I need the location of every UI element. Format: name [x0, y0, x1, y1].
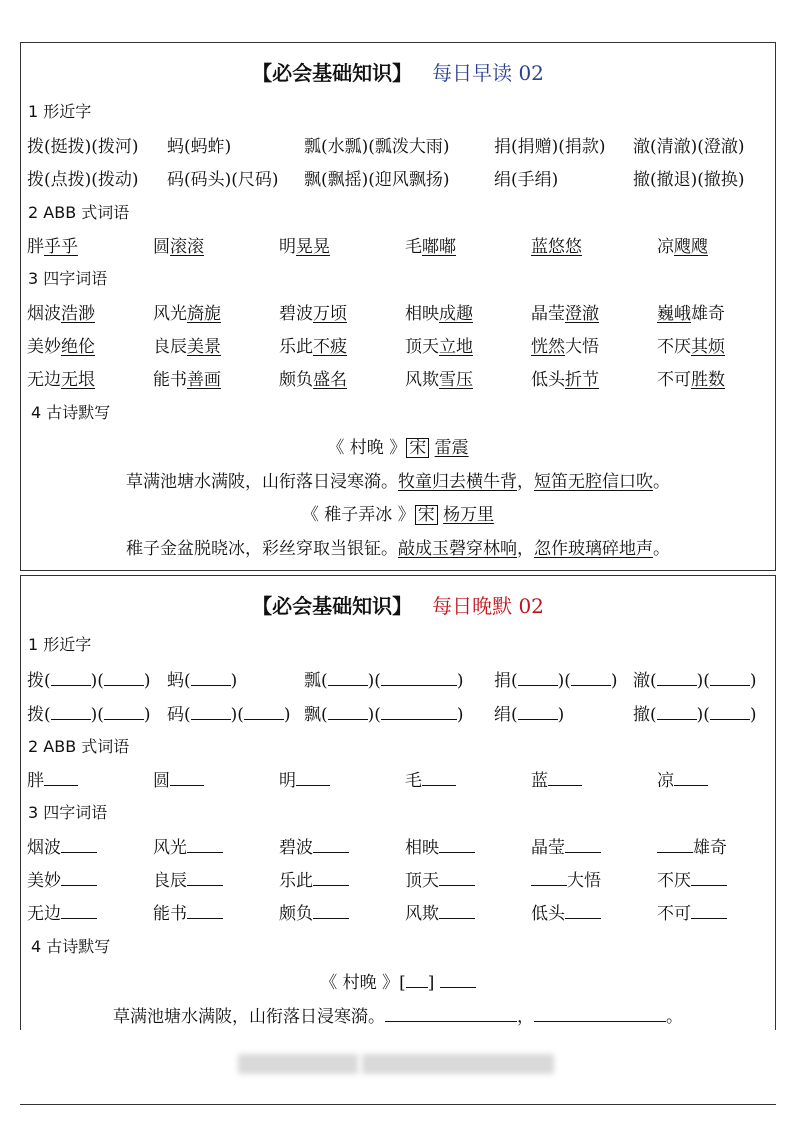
answer-blank[interactable]: [691, 902, 727, 919]
similar-chars-row: [21, 132, 775, 156]
four-char-word: 颇负盛名: [279, 370, 347, 390]
poem-lines: 草满池塘水满陂，山衔落日浸寒漪。牧童归去横牛背，短笛无腔信口吹。: [126, 472, 670, 492]
poem-heading: 《 村晚 》[ ]: [21, 968, 775, 993]
four-char-blank: 顶天: [405, 866, 475, 891]
similar-char-blank: 捐( )( ): [494, 671, 618, 691]
answer-blank[interactable]: [104, 669, 144, 686]
poem-lines: 稚子金盆脱晓冰，彩丝穿取当银钲。敲成玉磬穿林响，忽作玻璃碎地声。: [126, 539, 670, 559]
answer-blank[interactable]: [170, 769, 204, 786]
abb-blank: 蓝: [531, 766, 582, 791]
four-char-blank: 能书: [153, 899, 223, 924]
four-char-blank: 风欺: [405, 899, 475, 924]
answer-blank[interactable]: [61, 869, 97, 886]
four-char-blank: 烟波: [27, 833, 97, 858]
section-heading-poetry: 4 古诗默写: [31, 937, 111, 956]
answer-blank[interactable]: [548, 769, 582, 786]
similar-char-item: 澈(清澈)(澄澈): [633, 137, 745, 157]
answer-blank[interactable]: [657, 669, 697, 686]
answer-blank[interactable]: [191, 669, 231, 686]
answer-blank[interactable]: [710, 703, 750, 720]
similar-char-item: 蚂(蚂蚱): [167, 137, 232, 157]
similar-chars-row: [21, 165, 775, 189]
answer-blank[interactable]: [51, 669, 91, 686]
similar-char-blank: 瓢( )( ): [304, 671, 464, 691]
dynasty-blank[interactable]: [406, 971, 428, 988]
similar-chars-row: [21, 700, 775, 724]
section-heading-similar-chars: 1 形近字: [28, 102, 92, 121]
four-char-row: [21, 299, 775, 323]
four-char-word: 良辰美景: [153, 337, 221, 357]
four-char-row: [21, 833, 775, 857]
four-char-blank: 良辰: [153, 866, 223, 891]
similar-char-item: 绢(手绢): [494, 170, 559, 190]
abb-blank: 圆: [153, 766, 204, 791]
card-subtitle: 每日晚默 02: [432, 594, 544, 618]
abb-blank: 毛: [405, 766, 456, 791]
four-char-word: 不可胜数: [657, 370, 725, 390]
poem-dynasty: 宋: [406, 438, 429, 458]
answer-blank[interactable]: [422, 769, 456, 786]
poem-line: 牧童归去横牛背: [398, 472, 517, 492]
section-heading-abb: 2 ABB 式词语: [28, 737, 130, 756]
abb-word: 胖乎乎: [27, 237, 78, 257]
poem-dynasty: 宋: [415, 505, 438, 525]
similar-char-blank: 蚂( ): [167, 671, 238, 691]
answer-blank[interactable]: [565, 902, 601, 919]
answer-blank[interactable]: [187, 902, 223, 919]
four-char-blank: 碧波: [279, 833, 349, 858]
poem-author: 杨万里: [443, 505, 495, 525]
answer-blank[interactable]: [439, 902, 475, 919]
blurred-watermark: [238, 1054, 358, 1074]
similar-char-item: 撤(撤退)(撤换): [633, 170, 745, 190]
section-heading-similar-chars: 1 形近字: [28, 635, 92, 654]
answer-blank[interactable]: [313, 836, 349, 853]
similar-char-item: 码(码头)(尺码): [167, 170, 279, 190]
abb-word: 凉飕飕: [657, 237, 708, 257]
answer-blank[interactable]: [657, 703, 697, 720]
four-char-word: 恍然大悟: [531, 337, 599, 357]
similar-char-blank: 码( )( ): [167, 705, 291, 725]
four-char-word: 能书善画: [153, 370, 221, 390]
card-title: [21, 590, 775, 619]
answer-blank[interactable]: [61, 836, 97, 853]
abb-word: 蓝悠悠: [531, 237, 582, 257]
four-char-word: 晶莹澄澈: [531, 304, 599, 324]
answer-blank[interactable]: [691, 869, 727, 886]
similar-char-item: 飘(飘摇)(迎风飘扬): [304, 170, 450, 190]
four-char-word: 相映成趣: [405, 304, 473, 324]
answer-blank[interactable]: [191, 703, 231, 720]
poem-line-blank[interactable]: [534, 1005, 666, 1022]
similar-chars-row: [21, 666, 775, 690]
similar-char-item: 拨(挺拨)(拨河): [27, 137, 139, 157]
poem-line: 草满池塘水满陂，山衔落日浸寒漪。: [126, 472, 398, 492]
four-char-word: 美妙绝伦: [27, 337, 95, 357]
answer-blank[interactable]: [531, 869, 567, 886]
four-char-blank: 晶莹: [531, 833, 601, 858]
four-char-word: 风光旖旎: [153, 304, 221, 324]
abb-word: 毛嘟嘟: [405, 237, 456, 257]
answer-blank[interactable]: [313, 902, 349, 919]
answer-blank[interactable]: [44, 769, 78, 786]
answer-blank[interactable]: [61, 902, 97, 919]
answer-blank[interactable]: [381, 703, 457, 720]
four-char-blank: 不厌: [657, 866, 727, 891]
four-char-blank: 相映: [405, 833, 475, 858]
abb-word: 明晃晃: [279, 237, 330, 257]
poem-heading: [21, 500, 775, 525]
four-char-blank: 美妙: [27, 866, 97, 891]
similar-char-blank: 澈( )( ): [633, 671, 757, 691]
four-char-blank: 低头: [531, 899, 601, 924]
answer-blank[interactable]: [571, 669, 611, 686]
poem-heading: [21, 433, 775, 458]
answer-blank[interactable]: [244, 703, 284, 720]
answer-blank[interactable]: [328, 669, 368, 686]
answer-blank[interactable]: [296, 769, 330, 786]
poem-line: 敲成玉磬穿林响: [398, 539, 517, 559]
four-char-row: [21, 365, 775, 389]
four-char-word: 碧波万顷: [279, 304, 347, 324]
answer-blank[interactable]: [51, 703, 91, 720]
four-char-word: 低头折节: [531, 370, 599, 390]
four-char-blank: 雄奇: [657, 833, 727, 858]
poem-line: 草满池塘水满陂，山衔落日浸寒漪。: [113, 1007, 385, 1027]
answer-blank[interactable]: [439, 869, 475, 886]
abb-row: [21, 766, 775, 790]
four-char-word: 巍峨雄奇: [657, 304, 725, 324]
card-title-main: 【必会基础知识】: [252, 594, 413, 618]
page-bottom-rule: [20, 1104, 776, 1105]
answer-blank[interactable]: [187, 869, 223, 886]
answer-blank[interactable]: [674, 769, 708, 786]
similar-char-blank: 拨( )( ): [27, 705, 151, 725]
four-char-word: 顶天立地: [405, 337, 473, 357]
four-char-row: [21, 866, 775, 890]
poem-lines: 草满池塘水满陂，山衔落日浸寒漪。 ， 。: [113, 1007, 683, 1027]
four-char-row: [21, 332, 775, 356]
answer-blank[interactable]: [328, 703, 368, 720]
blurred-watermark: [362, 1054, 554, 1074]
answer-blank[interactable]: [313, 869, 349, 886]
answer-blank[interactable]: [710, 669, 750, 686]
similar-char-blank: 飘( )( ): [304, 705, 464, 725]
four-char-blank: 大悟: [531, 866, 601, 891]
section-heading-four-char: 3 四字词语: [28, 269, 108, 288]
answer-blank[interactable]: [518, 703, 558, 720]
four-char-blank: 无边: [27, 899, 97, 924]
similar-char-blank: 撤( )( ): [633, 705, 757, 725]
answer-blank[interactable]: [565, 836, 601, 853]
poem-title: 《 村晚 》: [320, 973, 400, 993]
similar-char-blank: 拨( )( ): [27, 671, 151, 691]
four-char-word: 风欺雪压: [405, 370, 473, 390]
answer-blank[interactable]: [439, 836, 475, 853]
section-heading-four-char: 3 四字词语: [28, 803, 108, 822]
card-title-main: 【必会基础知识】: [252, 61, 413, 85]
similar-char-item: 瓢(水瓢)(瓢泼大雨): [304, 137, 450, 157]
four-char-word: 烟波浩渺: [27, 304, 95, 324]
four-char-word: 不厌其烦: [657, 337, 725, 357]
abb-blank: 凉: [657, 766, 708, 791]
abb-blank: 胖: [27, 766, 78, 791]
poem-author: 雷震: [434, 438, 469, 458]
four-char-word: 无边无垠: [27, 370, 95, 390]
similar-char-item: 捐(捐赠)(捐款): [494, 137, 606, 157]
four-char-row: [21, 899, 775, 923]
answer-blank[interactable]: [381, 669, 457, 686]
poem-line: 短笛无腔信口吹: [534, 472, 653, 492]
card-subtitle: 每日早读 02: [432, 61, 544, 85]
author-blank[interactable]: [440, 971, 476, 988]
morning-reading-card: [20, 42, 776, 571]
poem-line: 忽作玻璃碎地声: [534, 539, 653, 559]
abb-blank: 明: [279, 766, 330, 791]
poem-line: 稚子金盆脱晓冰，彩丝穿取当银钲。: [126, 539, 398, 559]
answer-blank[interactable]: [518, 669, 558, 686]
similar-char-item: 拨(点拨)(拨动): [27, 170, 139, 190]
abb-row: [21, 232, 775, 256]
poem-title: 《 稚子弄冰 》: [301, 505, 415, 525]
four-char-blank: 颇负: [279, 899, 349, 924]
four-char-word: 乐此不疲: [279, 337, 347, 357]
evening-dictation-card: [20, 575, 776, 1030]
four-char-blank: 不可: [657, 899, 727, 924]
four-char-blank: 乐此: [279, 866, 349, 891]
poem-title: 《 村晚 》: [327, 438, 407, 458]
section-heading-poetry: 4 古诗默写: [31, 403, 111, 422]
four-char-blank: 风光: [153, 833, 223, 858]
similar-char-blank: 绢( ): [494, 705, 565, 725]
answer-blank[interactable]: [104, 703, 144, 720]
answer-blank[interactable]: [657, 836, 693, 853]
section-heading-abb: 2 ABB 式词语: [28, 203, 130, 222]
poem-line-blank[interactable]: [385, 1005, 517, 1022]
abb-word: 圆滚滚: [153, 237, 204, 257]
card-title: [21, 57, 775, 86]
answer-blank[interactable]: [187, 836, 223, 853]
